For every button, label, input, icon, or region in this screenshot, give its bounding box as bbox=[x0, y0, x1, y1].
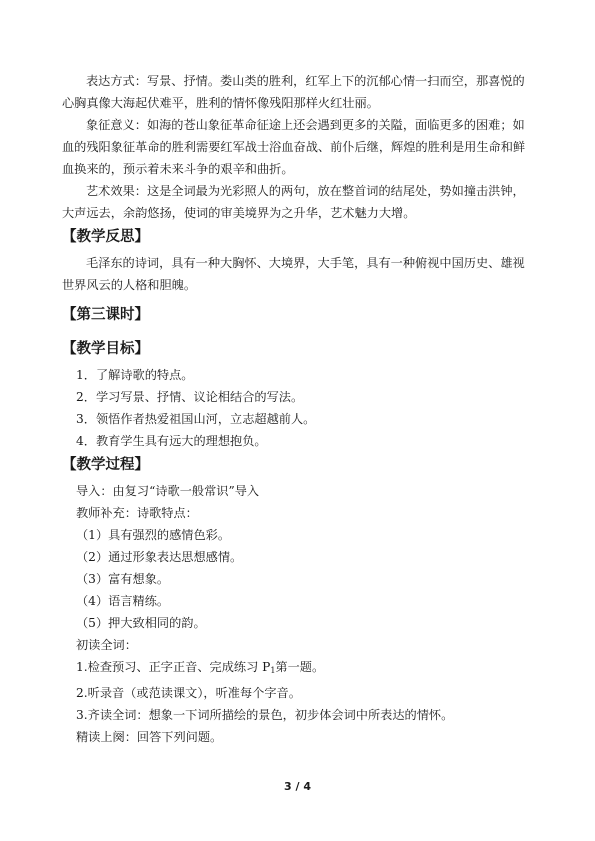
reflection-heading: 【教学反思】 bbox=[62, 229, 149, 245]
goal-item: 2．学习写景、抒情、议论相结合的写法。 bbox=[76, 390, 304, 404]
artistic-effect-label: 艺术效果： bbox=[86, 184, 147, 198]
goals-heading: 【教学目标】 bbox=[62, 341, 149, 357]
reading-step-3: 3.齐读全词：想象一下词所描绘的景色，初步体会词中所表达的情怀。 bbox=[76, 708, 454, 722]
process-heading: 【教学过程】 bbox=[62, 457, 149, 473]
poetry-feature-item: （5）押大致相同的韵。 bbox=[76, 616, 206, 630]
first-reading-label: 初读全词： bbox=[76, 638, 137, 652]
reflection-text: 毛泽东的诗词，具有一种大胸怀、大境界，大手笔，具有一种俯视中国历史、雄视世界风云的人格和胆魄。 bbox=[62, 256, 525, 292]
reading-step-1-suffix: 第一题。 bbox=[275, 660, 325, 674]
artistic-effect-paragraph bbox=[62, 180, 532, 224]
poetry-feature-item: （3）富有想象。 bbox=[76, 572, 170, 586]
lesson3-heading: 【第三课时】 bbox=[62, 307, 149, 323]
goal-item: 1．了解诗歌的特点。 bbox=[76, 368, 194, 382]
reading-step-1 bbox=[62, 656, 532, 682]
symbolic-meaning-text: 如海的苍山象征革命征途上还会遇到更多的关隘，面临更多的困难；如血的残阳象征革命的胜利需要红军战士浴血奋战、前仆后继，辉煌的胜利是用生命和鲜血换来的，预示着未来斗争的艰辛和曲折。 bbox=[62, 118, 526, 176]
symbolic-meaning-label: 象征意义： bbox=[86, 118, 147, 132]
teacher-supplement: 教师补充：诗歌特点： bbox=[76, 506, 198, 520]
expression-method-label: 表达方式： bbox=[86, 74, 147, 88]
poetry-feature-item: （2）通过形象表达思想感情。 bbox=[76, 550, 243, 564]
expression-method-paragraph bbox=[62, 70, 532, 114]
goal-item: 3．领悟作者热爱祖国山河，立志超越前人。 bbox=[76, 412, 316, 426]
artistic-effect-text: 这是全词最为光彩照人的两句，放在整首词的结尾处，势如撞击洪钟，大声远去，余韵悠扬，使词的审美境界为之升华，艺术魅力大增。 bbox=[62, 184, 525, 220]
symbolic-meaning-paragraph bbox=[62, 114, 532, 180]
expression-method-text: 写景、抒情。娄山类的胜利，红军上下的沉郁心情一扫而空，那喜悦的心胸真像大海起伏难平，胜利的情怀像残阳那样火红壮丽。 bbox=[62, 74, 525, 110]
spacer bbox=[62, 330, 532, 336]
reading-step-1-subscript: 1 bbox=[270, 666, 276, 675]
goal-item: 4．教育学生具有远大的理想抱负。 bbox=[76, 434, 267, 448]
poetry-feature-item: （4）语言精练。 bbox=[76, 594, 170, 608]
page-content bbox=[62, 70, 532, 748]
fine-reading-instruction: 精读上阕：回答下列问题。 bbox=[76, 730, 223, 744]
reading-step-1-text: 1.检查预习、正字正音、完成练习 P bbox=[76, 660, 271, 674]
poetry-feature-item: （1）具有强烈的感情色彩。 bbox=[76, 528, 231, 542]
reading-step-2: 2.听录音（或范读课文），听准每个字音。 bbox=[76, 686, 301, 700]
page-number: 3 / 4 bbox=[284, 780, 311, 793]
process-intro: 导入：由复习“诗歌一般常识”导入 bbox=[76, 484, 260, 498]
